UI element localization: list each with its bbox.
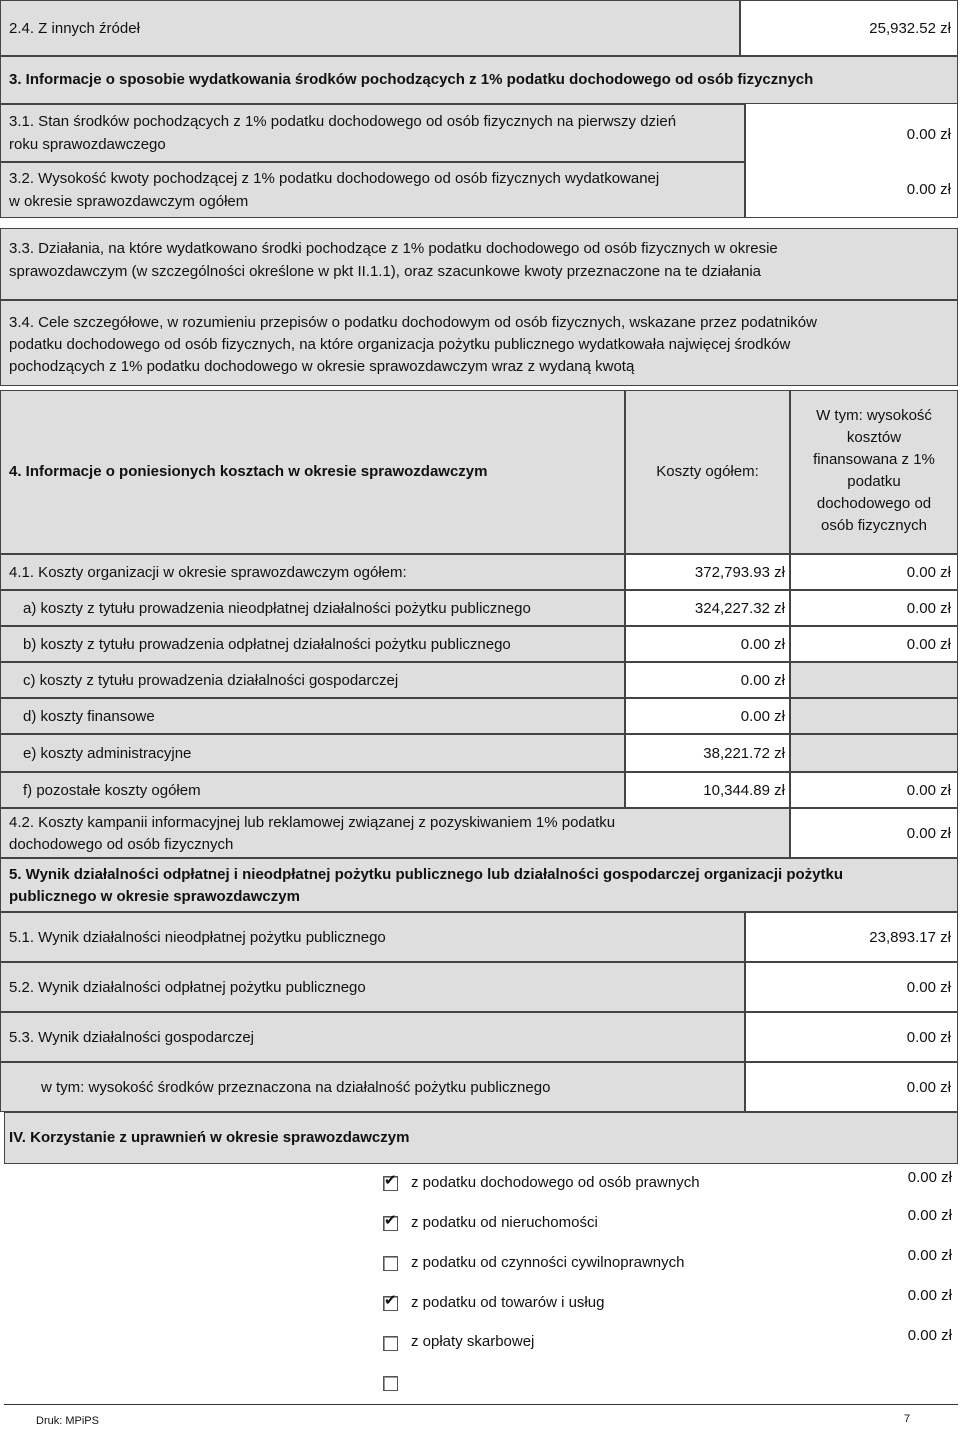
section-IV-header	[4, 1112, 958, 1164]
section-3-4	[0, 300, 958, 386]
row-4-1	[0, 554, 625, 590]
row-5-3-wtym	[0, 1062, 745, 1112]
col-1pct-line: podatku	[847, 473, 901, 490]
row-4-a-pct-cell	[790, 590, 958, 626]
row-5-2	[0, 962, 745, 1012]
section-3-4-line2: podatku dochodowego od osób fizycznych, na które organizacja pożytku publicznego wydatkowała najwięcej środków	[9, 336, 791, 353]
footer-print-label: Druk: MPiPS	[36, 1415, 99, 1427]
checkbox-checked[interactable]: ✔	[384, 1211, 397, 1229]
section-5-title-line2: publicznego w okresie sprawozdawczym	[9, 888, 300, 905]
checkbox[interactable]	[383, 1376, 398, 1391]
row-4-b-pct: 0.00 zł	[906, 636, 951, 653]
row-4-e-pct-cell	[790, 734, 958, 772]
section-3-3-line1: 3.3. Działania, na które wydatkowano środki pochodzące z 1% podatku dochodowego od osób fizycznych w okresie	[9, 240, 778, 257]
row-5-3-wtym-value: 0.00 zł	[906, 1079, 951, 1096]
row-5-2-value-cell	[745, 962, 958, 1012]
row-4-2-line1: 4.2. Koszty kampanii informacyjnej lub reklamowej związanej z pozyskiwaniem 1% podatku	[9, 814, 616, 831]
row-4-2-value-cell	[790, 808, 958, 858]
section-3-3-line2: sprawozdawczym (w szczególności określone w pkt II.1.1), oraz szacunkowe kwoty przeznaczone na te działania	[9, 263, 762, 280]
row-4-1-total-cell	[625, 554, 790, 590]
row-5-1-label: 5.1. Wynik działalności nieodpłatnej pożytku publicznego	[9, 929, 386, 946]
row-4-2-line2: dochodowego od osób fizycznych	[9, 836, 234, 853]
exemption-label: z podatku od nieruchomości	[411, 1214, 598, 1231]
row-2-4-value-cell	[740, 0, 958, 56]
row-4-f-label: f) pozostałe koszty ogółem	[23, 782, 201, 799]
col-1pct-line: dochodowego od	[816, 495, 932, 512]
exemption-value: 0.00 zł	[907, 1327, 952, 1344]
row-4-f-pct: 0.00 zł	[906, 782, 951, 799]
row-5-3-value: 0.00 zł	[906, 1029, 951, 1046]
checkbox-checked[interactable]: ✔	[384, 1171, 397, 1189]
row-4-f-total-cell	[625, 772, 790, 808]
row-4-b-pct-cell	[790, 626, 958, 662]
row-3-1-value: 0.00 zł	[906, 126, 951, 143]
row-4-d	[0, 698, 625, 734]
row-3-2-value: 0.00 zł	[906, 181, 951, 198]
section-3-3	[0, 228, 958, 300]
exemption-label: z podatku od czynności cywilnoprawnych	[411, 1254, 685, 1271]
row-4-d-total: 0.00 zł	[740, 708, 785, 725]
row-2-4-label: 2.4. Z innych źródeł	[9, 20, 140, 37]
row-5-3-wtym-label: w tym: wysokość środków przeznaczona na działalność pożytku publicznego	[41, 1079, 551, 1096]
col-total-label: Koszty ogółem:	[656, 463, 759, 480]
col-1pct-header	[790, 390, 958, 554]
checkbox-checked[interactable]: ✔	[384, 1291, 397, 1309]
row-5-3-wtym-value-cell	[745, 1062, 958, 1112]
row-4-a-pct: 0.00 zł	[906, 600, 951, 617]
exemption-label: z opłaty skarbowej	[411, 1333, 535, 1350]
section-IV-title: IV. Korzystanie z uprawnień w okresie sprawozdawczym	[9, 1129, 410, 1146]
checkbox[interactable]	[383, 1256, 398, 1271]
row-4-e	[0, 734, 625, 772]
row-5-3-value-cell	[745, 1012, 958, 1062]
row-4-f-total: 10,344.89 zł	[703, 782, 785, 799]
section-3-title: 3. Informacje o sposobie wydatkowania środków pochodzących z 1% podatku dochodowego od osób fizycznych	[9, 71, 814, 88]
row-5-1-value-cell	[745, 912, 958, 962]
col-1pct-line: finansowana z 1%	[813, 451, 935, 468]
row-3-2-label-line1: 3.2. Wysokość kwoty pochodzącej z 1% podatku dochodowego od osób fizycznych wydatkowanej	[9, 170, 660, 187]
row-2-4	[0, 0, 740, 56]
row-4-a	[0, 590, 625, 626]
row-4-2-value: 0.00 zł	[906, 825, 951, 842]
row-4-1-total: 372,793.93 zł	[694, 564, 785, 581]
row-4-b	[0, 626, 625, 662]
row-4-1-pct-cell	[790, 554, 958, 590]
row-3-1-label-line2: roku sprawozdawczego	[9, 136, 166, 153]
exemption-value: 0.00 zł	[907, 1169, 952, 1186]
row-5-1	[0, 912, 745, 962]
row-4-1-pct: 0.00 zł	[906, 564, 951, 581]
section-3-4-line1: 3.4. Cele szczegółowe, w rozumieniu przepisów o podatku dochodowym od osób fizycznych, wskazane przez podatników	[9, 314, 817, 331]
row-4-b-total-cell	[625, 626, 790, 662]
section-5-title-line1: 5. Wynik działalności odpłatnej i nieodpłatnej pożytku publicznego lub działalności gospodarczej organizacji pożytku	[9, 866, 844, 883]
checkbox[interactable]	[383, 1336, 398, 1351]
row-5-1-value: 23,893.17 zł	[869, 929, 951, 946]
section-5-header	[0, 858, 958, 912]
section-3-4-line3: pochodzących z 1% podatku dochodowego w okresie sprawozdawczym wraz z wydaną kwotą	[9, 358, 635, 375]
row-4-1-label: 4.1. Koszty organizacji w okresie sprawozdawczym ogółem:	[9, 564, 407, 581]
col-1pct-line: kosztów	[846, 429, 902, 446]
exemption-value: 0.00 zł	[907, 1207, 952, 1224]
exemption-label: z podatku od towarów i usług	[411, 1294, 605, 1311]
row-5-3	[0, 1012, 745, 1062]
row-5-3-label: 5.3. Wynik działalności gospodarczej	[9, 1029, 254, 1046]
row-3-1-label-line1: 3.1. Stan środków pochodzących z 1% podatku dochodowego od osób fizycznych na pierwszy dzień	[9, 113, 677, 130]
row-4-c-total-cell	[625, 662, 790, 698]
row-4-f	[0, 772, 625, 808]
col-1pct-line: W tym: wysokość	[816, 407, 932, 424]
row-4-e-total-cell	[625, 734, 790, 772]
row-5-2-label: 5.2. Wynik działalności odpłatnej pożytku publicznego	[9, 979, 366, 996]
row-4-2	[0, 808, 790, 858]
col-total-header	[625, 390, 790, 554]
row-4-b-label: b) koszty z tytułu prowadzenia odpłatnej działalności pożytku publicznego	[23, 636, 511, 653]
row-4-d-label: d) koszty finansowe	[23, 708, 155, 725]
section-4-title-cell	[0, 390, 625, 554]
row-4-c-label: c) koszty z tytułu prowadzenia działalności gospodarczej	[23, 672, 399, 689]
page-number: 7	[904, 1413, 911, 1425]
row-4-b-total: 0.00 zł	[740, 636, 785, 653]
section-3-header	[0, 56, 958, 104]
exemption-value: 0.00 zł	[907, 1247, 952, 1264]
row-5-2-value: 0.00 zł	[906, 979, 951, 996]
row-4-a-total-cell	[625, 590, 790, 626]
row-2-4-value: 25,932.52 zł	[869, 20, 951, 37]
row-4-c-total: 0.00 zł	[740, 672, 785, 689]
footer-divider	[4, 1404, 958, 1405]
row-4-e-total: 38,221.72 zł	[703, 745, 785, 762]
row-3-2	[0, 162, 745, 218]
exemption-label: z podatku dochodowego od osób prawnych	[411, 1174, 700, 1191]
row-4-a-label: a) koszty z tytułu prowadzenia nieodpłatnej działalności pożytku publicznego	[23, 600, 531, 617]
row-4-f-pct-cell	[790, 772, 958, 808]
row-4-d-total-cell	[625, 698, 790, 734]
row-4-c-pct-cell	[790, 662, 958, 698]
col-1pct-line: osób fizycznych	[821, 517, 927, 534]
row-3-2-label-line2: w okresie sprawozdawczym ogółem	[9, 193, 249, 210]
row-3-1-3-2-values	[745, 104, 958, 218]
section-4-title: 4. Informacje o poniesionych kosztach w okresie sprawozdawczym	[9, 463, 488, 480]
row-4-a-total: 324,227.32 zł	[694, 600, 785, 617]
row-4-d-pct-cell	[790, 698, 958, 734]
exemption-value: 0.00 zł	[907, 1287, 952, 1304]
row-4-c	[0, 662, 625, 698]
row-4-e-label: e) koszty administracyjne	[23, 745, 192, 762]
row-3-1	[0, 104, 745, 162]
